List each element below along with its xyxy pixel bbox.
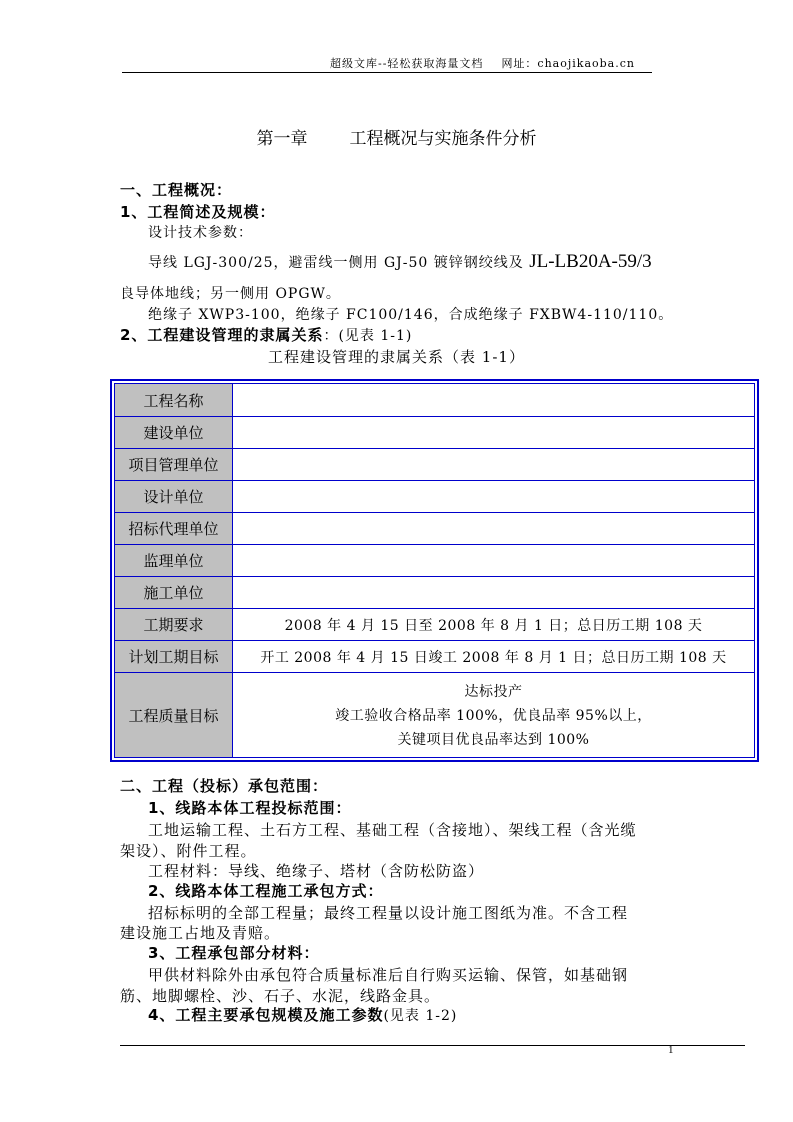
page-number: 1	[668, 1044, 674, 1056]
section-1-2-ref: ：(见表 1-1)	[323, 328, 413, 344]
table-row	[115, 577, 754, 609]
row-label: 设计单位	[115, 481, 233, 512]
header-right-text: 网址：chaojikaoba.cn	[501, 57, 635, 70]
row-value	[233, 481, 754, 512]
section-2-4-ref: (见表 1-2)	[383, 1008, 458, 1024]
paragraph-line: 招标标明的全部工程量；最终工程量以设计施工图纸为准。不含工程	[148, 904, 629, 922]
row-value	[233, 577, 754, 608]
row-label: 工程名称	[115, 384, 233, 416]
quality-values	[233, 673, 754, 757]
section-2-2-heading: 2、线路本体工程施工承包方式：	[148, 882, 384, 900]
row-label: 工期要求	[115, 609, 233, 640]
conductor-line	[148, 251, 652, 273]
section-1-2-title: 2、工程建设管理的隶属关系	[120, 326, 324, 344]
section-1-2-heading	[120, 324, 412, 345]
page-header	[330, 55, 635, 71]
conductor-model: JL-LB20A-59/3	[529, 251, 652, 272]
section-2-1-heading: 1、线路本体工程投标范围：	[148, 799, 352, 817]
row-label: 计划工期目标	[115, 641, 233, 672]
chapter-name: 工程概况与实施条件分析	[349, 129, 537, 149]
table-row	[115, 417, 754, 449]
conductor-text: 导线 LGJ-300/25，避雷线一侧用 GJ-50 镀锌钢绞线及	[148, 255, 524, 271]
row-value	[233, 384, 754, 416]
row-label: 招标代理单位	[115, 513, 233, 544]
paragraph-line: 架设）、附件工程。	[120, 842, 257, 860]
paragraph-line: 工程材料：导线、绝缘子、塔材（含防松防盗）	[148, 862, 485, 880]
paragraph-line: 甲供材料除外由承包符合质量标准后自行购买运输、保管，如基础钢	[148, 966, 629, 984]
row-value	[233, 513, 754, 544]
section-2-4-title: 4、工程主要承包规模及施工参数	[148, 1006, 384, 1024]
insulator-line: 绝缘子 XWP3-100，绝缘子 FC100/146，合成绝缘子 FXBW4-110/110。	[148, 307, 674, 323]
row-value	[233, 449, 754, 480]
header-rule	[122, 72, 652, 73]
row-label: 监理单位	[115, 545, 233, 576]
section-2-heading: 二、工程（投标）承包范围：	[120, 777, 329, 795]
quality-line: 竣工验收合格品率 100%，优良品率 95%以上，	[335, 708, 652, 724]
section-1-heading: 一、工程概况：	[120, 181, 233, 199]
table-row	[115, 384, 754, 417]
table-caption: 工程建设管理的隶属关系（表 1-1）	[268, 348, 525, 366]
section-2-3-heading: 3、工程承包部分材料：	[148, 944, 320, 962]
conductor-line-cont: 良导体地线；另一侧用 OPGW。	[120, 286, 341, 302]
table-row	[115, 609, 754, 641]
quality-line: 关键项目优良品率达到 100%	[397, 732, 590, 748]
quality-line: 达标投产	[464, 684, 523, 700]
row-value: 开工 2008 年 4 月 15 日竣工 2008 年 8 月 1 日；总日历工期 108 天	[260, 649, 727, 666]
quality-label: 工程质量目标	[115, 673, 233, 757]
quality-row	[115, 673, 754, 757]
section-1-1-heading: 1、工程简述及规模：	[120, 203, 276, 221]
table-row	[115, 545, 754, 577]
row-value	[233, 417, 754, 448]
row-value: 2008 年 4 月 15 日至 2008 年 8 月 1 日；总日历工期 108 天	[284, 617, 703, 634]
management-table	[110, 379, 759, 762]
chapter-number: 第一章	[256, 129, 308, 149]
section-2-4-heading	[148, 1004, 457, 1025]
paragraph-line: 筋、地脚螺栓、沙、石子、水泥，线路金具。	[120, 987, 441, 1005]
paragraph-line: 工地运输工程、土石方工程、基础工程（含接地）、架线工程（含光缆	[148, 821, 637, 839]
paragraph-line: 建设施工占地及青赔。	[120, 924, 281, 942]
row-label: 施工单位	[115, 577, 233, 608]
chapter-title	[0, 124, 793, 149]
row-label: 建设单位	[115, 417, 233, 448]
tech-params-label: 设计技术参数：	[148, 225, 253, 241]
header-left-text: 超级文库--轻松获取海量文档	[330, 57, 484, 70]
table-row	[115, 513, 754, 545]
footer-rule	[120, 1045, 745, 1046]
table-row	[115, 449, 754, 481]
table-row	[115, 481, 754, 513]
row-value	[233, 545, 754, 576]
row-label: 项目管理单位	[115, 449, 233, 480]
table-row	[115, 641, 754, 673]
